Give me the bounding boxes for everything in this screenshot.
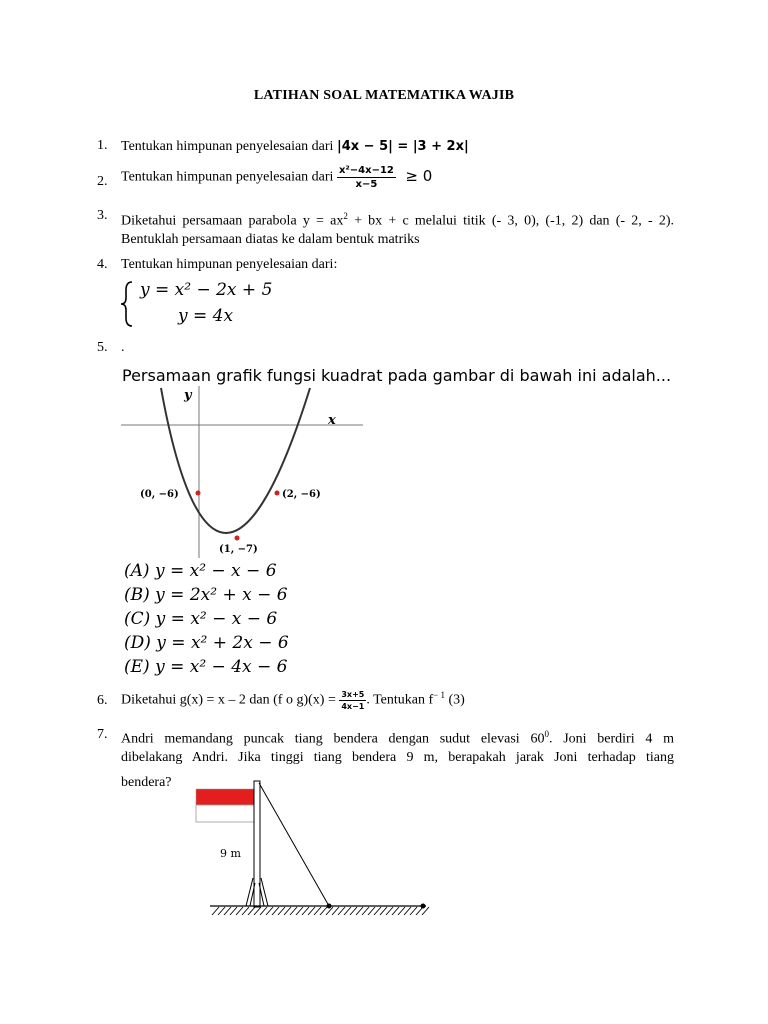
hatch-line (272, 907, 279, 915)
q2-label: Tentukan himpunan penyelesaian dari (121, 169, 334, 185)
hatch-line (242, 907, 249, 915)
q5-options (124, 559, 289, 679)
flag-pole (254, 781, 260, 907)
q1-text (121, 137, 469, 157)
hatch-line (368, 907, 375, 915)
y-axis-label: y (184, 388, 192, 403)
vertex-label: (1, −7) (219, 544, 258, 555)
q3-line1 (121, 206, 674, 232)
hatch-line (314, 907, 321, 915)
height-label: 9 m (220, 847, 241, 860)
q6-number: 6. (97, 693, 108, 708)
brace-icon (118, 278, 138, 330)
hatch-line (308, 907, 315, 915)
point-left (196, 491, 201, 496)
hatch-line (230, 907, 237, 915)
q6-sup: − 1 (433, 690, 445, 700)
hatch-line (380, 907, 387, 915)
q7-number: 7. (97, 727, 108, 742)
hatch-line (290, 907, 297, 915)
x-axis-label: x (328, 413, 336, 428)
q6-numerator: 3x+5 (341, 689, 365, 699)
hatch-line (266, 907, 273, 915)
hatch-line (254, 907, 261, 915)
q5-option-c: (C) y = x² − x − 6 (124, 609, 278, 629)
q7-line1-a: Andri memandang puncak tiang bendera dengan sudut elevasi 60 (121, 731, 545, 747)
q2-denominator: x−5 (355, 179, 378, 190)
q3-line1-a: Diketahui persamaan parabola y = ax (121, 213, 344, 229)
hatch-line (218, 907, 225, 915)
q3-line1-sup: 2 (343, 211, 348, 221)
q7-line1-sup: 0 (544, 729, 549, 739)
q6-text (121, 685, 465, 712)
flag-white (196, 805, 256, 822)
q5-option-e: (E) y = x² − 4x − 6 (124, 657, 288, 677)
hatch-line (320, 907, 327, 915)
hatch-line (344, 907, 351, 915)
q6-fraction (339, 689, 366, 712)
q4-number: 4. (97, 257, 108, 272)
hatch-line (350, 907, 357, 915)
q6-text-c: (3) (445, 692, 465, 708)
hatch-line (410, 907, 417, 915)
page-title: LATIHAN SOAL MATEMATIKA WAJIB (253, 88, 515, 103)
q3-line1-b: + bx + c melalui titik (- 3, 0), (-1, 2) dan (- 2, - 2). (347, 213, 674, 229)
hatch-line (374, 907, 381, 915)
q1-equation: |4x − 5| = |3 + 2x| (336, 139, 469, 154)
q5-option-b: (B) y = 2x² + x − 6 (124, 585, 288, 605)
andri-point (327, 904, 332, 909)
sight-line (259, 783, 329, 906)
hatch-line (356, 907, 363, 915)
hatch-line (392, 907, 399, 915)
joni-point (421, 904, 426, 909)
q2-number: 2. (97, 174, 108, 189)
ground-hatch (212, 907, 429, 915)
parabola-curve (161, 388, 310, 533)
q7-line2: dibelakang Andri. Jika tinggi tiang bendera 9 m, berapakah jarak Joni terhadap tiang (121, 750, 674, 765)
q1-label: Tentukan himpunan penyelesaian dari (121, 139, 334, 154)
q7-flagpole-figure (190, 775, 440, 925)
hatch-line (248, 907, 255, 915)
q3-number: 3. (97, 208, 108, 223)
q4-eq2: y = 4x (178, 306, 234, 326)
hatch-line (338, 907, 345, 915)
q2-numerator: x²−4x−12 (338, 165, 394, 176)
hatch-line (398, 907, 405, 915)
point-left-label: (0, −6) (140, 489, 179, 500)
q5-figure (118, 362, 672, 682)
q4-eq1: y = x² − 2x + 5 (140, 280, 273, 300)
hatch-line (278, 907, 285, 915)
q6-denominator: 4x−1 (341, 701, 365, 711)
q4-text: Tentukan himpunan penyelesaian dari: (121, 257, 338, 272)
q6-text-a: Diketahui g(x) = x – 2 dan (f o g)(x) = (121, 692, 336, 708)
q5-parabola-graph (118, 386, 368, 558)
hatch-line (332, 907, 339, 915)
hatch-line (236, 907, 243, 915)
hatch-line (296, 907, 303, 915)
q6-text-b: . Tentukan f (366, 692, 434, 708)
hatch-line (212, 907, 219, 915)
q5-option-a: (A) y = x² − x − 6 (124, 561, 277, 581)
hatch-line (362, 907, 369, 915)
point-right (275, 491, 280, 496)
hatch-line (404, 907, 411, 915)
q7-line1-b: . Joni berdiri 4 m (548, 731, 674, 747)
hatch-line (224, 907, 231, 915)
q7-line3: bendera? (121, 775, 172, 790)
q5-option-d: (D) y = x² + 2x − 6 (124, 633, 289, 653)
q2-rhs: ≥ 0 (405, 166, 433, 185)
q3-line2: Bentuklah persamaan diatas ke dalam bentuk matriks (121, 232, 420, 247)
point-right-label: (2, −6) (282, 489, 321, 500)
hatch-line (386, 907, 393, 915)
q5-number: 5. (97, 340, 108, 355)
q5-text: . (121, 340, 125, 355)
hatch-line (284, 907, 291, 915)
q2-fraction (337, 164, 396, 191)
hatch-line (302, 907, 309, 915)
q5-question: Persamaan grafik fungsi kuadrat pada gambar di bawah ini adalah... (122, 366, 672, 385)
q1-number: 1. (97, 138, 108, 153)
flag-red (196, 789, 256, 805)
q2-text (121, 164, 432, 191)
q4-system (118, 278, 304, 330)
hatch-line (260, 907, 267, 915)
point-vertex (235, 536, 240, 541)
